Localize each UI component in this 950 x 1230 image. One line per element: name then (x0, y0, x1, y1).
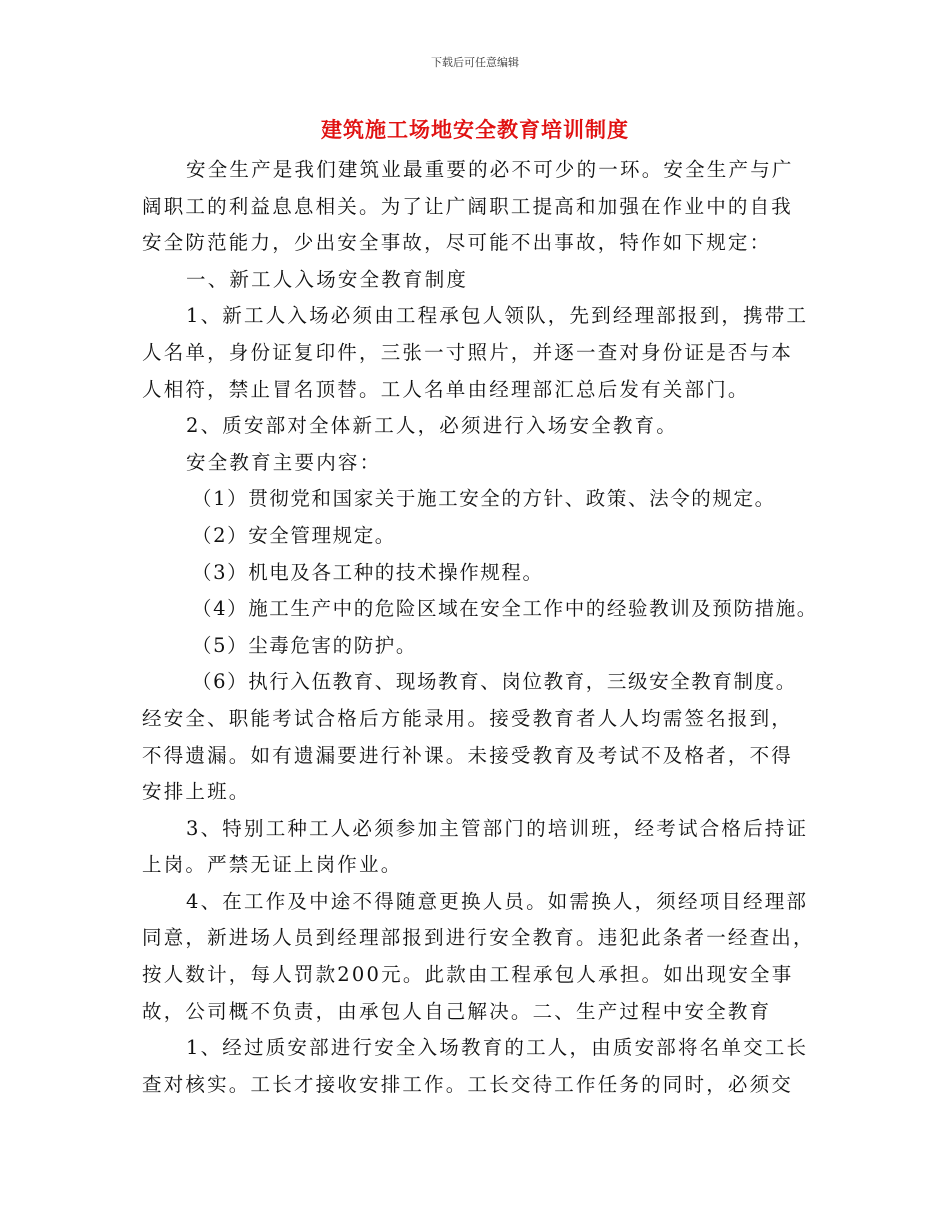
text-line: 经安全、职能考试合格后方能录用。接受教育者人人均需签名报到， (142, 706, 794, 730)
text-line: 3、特别工种工人必须参加主管部门的培训班，经考试合格后持证 (186, 816, 809, 840)
document-title: 建筑施工场地安全教育培训制度 (321, 117, 629, 142)
text-line: （5）尘毒危害的防护。 (192, 633, 418, 657)
text-line: （4）施工生产中的危险区域在安全工作中的经验教训及预防措施。 (192, 597, 818, 621)
text-line: 安排上班。 (142, 780, 251, 804)
text-line: 不得遗漏。如有遗漏要进行补课。未接受教育及考试不及格者，不得 (142, 743, 794, 767)
text-line: 故，公司概不负责，由承包人自己解决。二、生产过程中安全教育 (142, 999, 772, 1023)
text-line: 按人数计，每人罚款200元。此款由工程承包人承担。如出现安全事 (142, 963, 794, 987)
text-line: 安全教育主要内容： (186, 450, 382, 474)
text-line: 上岗。严禁无证上岗作业。 (142, 853, 403, 877)
text-line: 1、经过质安部进行安全入场教育的工人，由质安部将名单交工长 (186, 1036, 809, 1060)
text-line: 1、新工人入场必须由工程承包人领队，先到经理部报到，携带工 (186, 304, 809, 328)
text-line: （3）机电及各工种的技术操作规程。 (192, 560, 544, 584)
text-line: 4、在工作及中途不得随意更换人员。如需换人，须经项目经理部 (186, 889, 809, 913)
text-line: 人相符，禁止冒名顶替。工人名单由经理部汇总后发有关部门。 (142, 377, 750, 401)
document-body (142, 152, 832, 1103)
text-line: （1）贯彻党和国家关于施工安全的方针、政策、法令的规定。 (192, 487, 776, 511)
text-line: 安全防范能力，少出安全事故，尽可能不出事故，特作如下规定： (142, 231, 772, 255)
text-line: 人名单，身份证复印件，三张一寸照片，并逐一查对身份证是否与本 (142, 340, 794, 364)
text-line: 安全生产是我们建筑业最重要的必不可少的一环。安全生产与广 (186, 158, 794, 181)
page-header: 下载后可任意编辑 (431, 56, 519, 69)
text-line: 一、新工人入场安全教育制度 (186, 267, 469, 291)
text-line: 2、质安部对全体新工人，必须进行入场安全教育。 (186, 414, 679, 438)
text-line: 查对核实。工长才接收安排工作。工长交待工作任务的同时，必须交 (142, 1072, 794, 1096)
text-line: （2）安全管理规定。 (192, 523, 396, 547)
text-line: （6）执行入伍教育、现场教育、岗位教育，三级安全教育制度。 (192, 670, 797, 694)
text-line: 阔职工的利益息息相关。为了让广阔职工提高和加强在作业中的自我 (142, 194, 794, 218)
text-line: 同意，新进场人员到经理部报到进行安全教育。违犯此条者一经查出， (142, 926, 815, 950)
